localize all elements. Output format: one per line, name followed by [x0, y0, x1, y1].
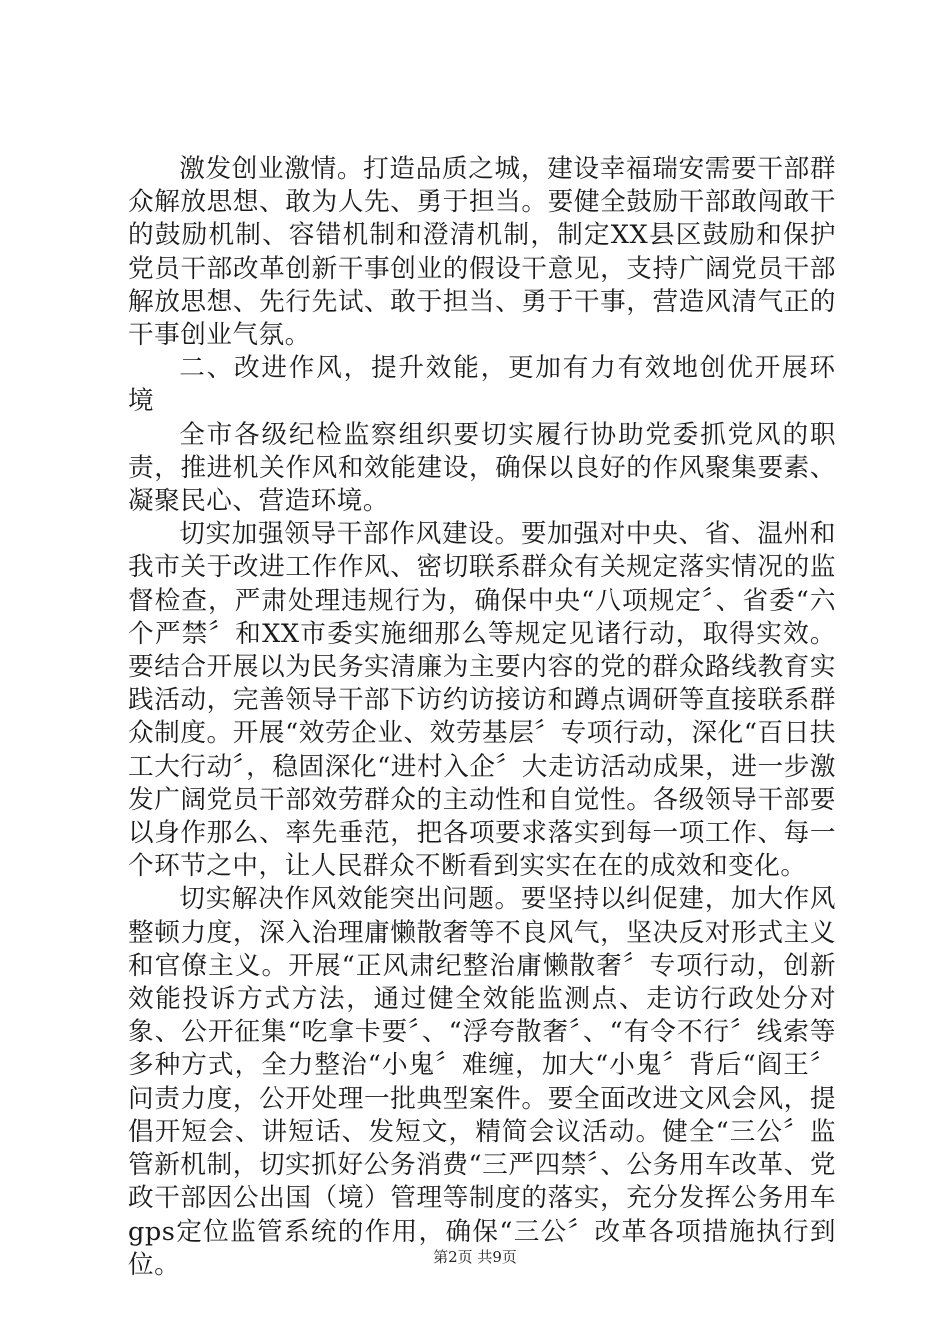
paragraph-entrepreneurship: 激发创业激情。打造品质之城，建设幸福瑞安需要干部群众解放思想、敢为人先、勇于担当。要健全鼓励干部敢闯敢干的鼓励机制、容错机制和澄清机制，制定XX县区鼓励和保护党员干部改革创新干事创业的假设干意见，支持广阔党员干部解放思想、先行先试、敢于担当、勇于干事，营造风清气正的干事创业气氛。 [128, 154, 836, 351]
document-body [128, 153, 836, 1282]
paragraph-discipline-duty: 全市各级纪检监察组织要切实履行协助党委抓党风的职责，推进机关作风和效能建设，确保以良好的作风聚集要素、凝聚民心、营造环境。 [128, 419, 836, 517]
section-heading-2: 二、改进作风，提升效能，更加有力有效地创优开展环境 [128, 353, 836, 417]
paragraph-leadership-style: 切实加强领导干部作风建设。要加强对中央、省、温州和我市关于改进工作作风、密切联系群众有关规定落实情况的监督检查，严肃处理违规行为，确保中央“八项规定〞、省委“六个严禁〞和XX市委实施细那么等规定见诸行动，取得实效。要结合开展以为民务实清廉为主要内容的党的群众路线教育实践活动，完善领导干部下访约访接访和蹲点调研等直接联系群众制度。开展“效劳企业、效劳基层〞专项行动，深化“百日扶工大行动〞，稳固深化“进村入企〞大走访活动成果，进一步激发广阔党员干部效劳群众的主动性和自觉性。各级领导干部要以身作那么、率先垂范，把各项要求落实到每一项工作、每一个环节之中，让人民群众不断看到实实在在的成效和变化。 [128, 519, 836, 882]
paragraph-efficiency-problems: 切实解决作风效能突出问题。要坚持以纠促建，加大作风整顿力度，深入治理庸懒散奢等不良风气，坚决反对形式主义和官僚主义。开展“正风肃纪整治庸懒散奢〞专项行动，创新效能投诉方式方法，通过健全效能监测点、走访行政处分对象、公开征集“吃拿卡要〞、“浮夸散奢〞、“有令不行〞线索等多种方式，全力整治“小鬼〞难缠，加大“小鬼〞背后“阎王〞问责力度，公开处理一批典型案件。要全面改进文风会风，提倡开短会、讲短话、发短文，精简会议活动。健全“三公〞监管新机制，切实抓好公务消费“三严四禁〞、公务用车改革、党政干部因公出国（境）管理等制度的落实，充分发挥公务用车gps定位监管系统的作用，确保“三公〞改革各项措施执行到位。 [128, 884, 836, 1280]
page-number-footer: 第2页 共9页 [433, 1248, 517, 1266]
